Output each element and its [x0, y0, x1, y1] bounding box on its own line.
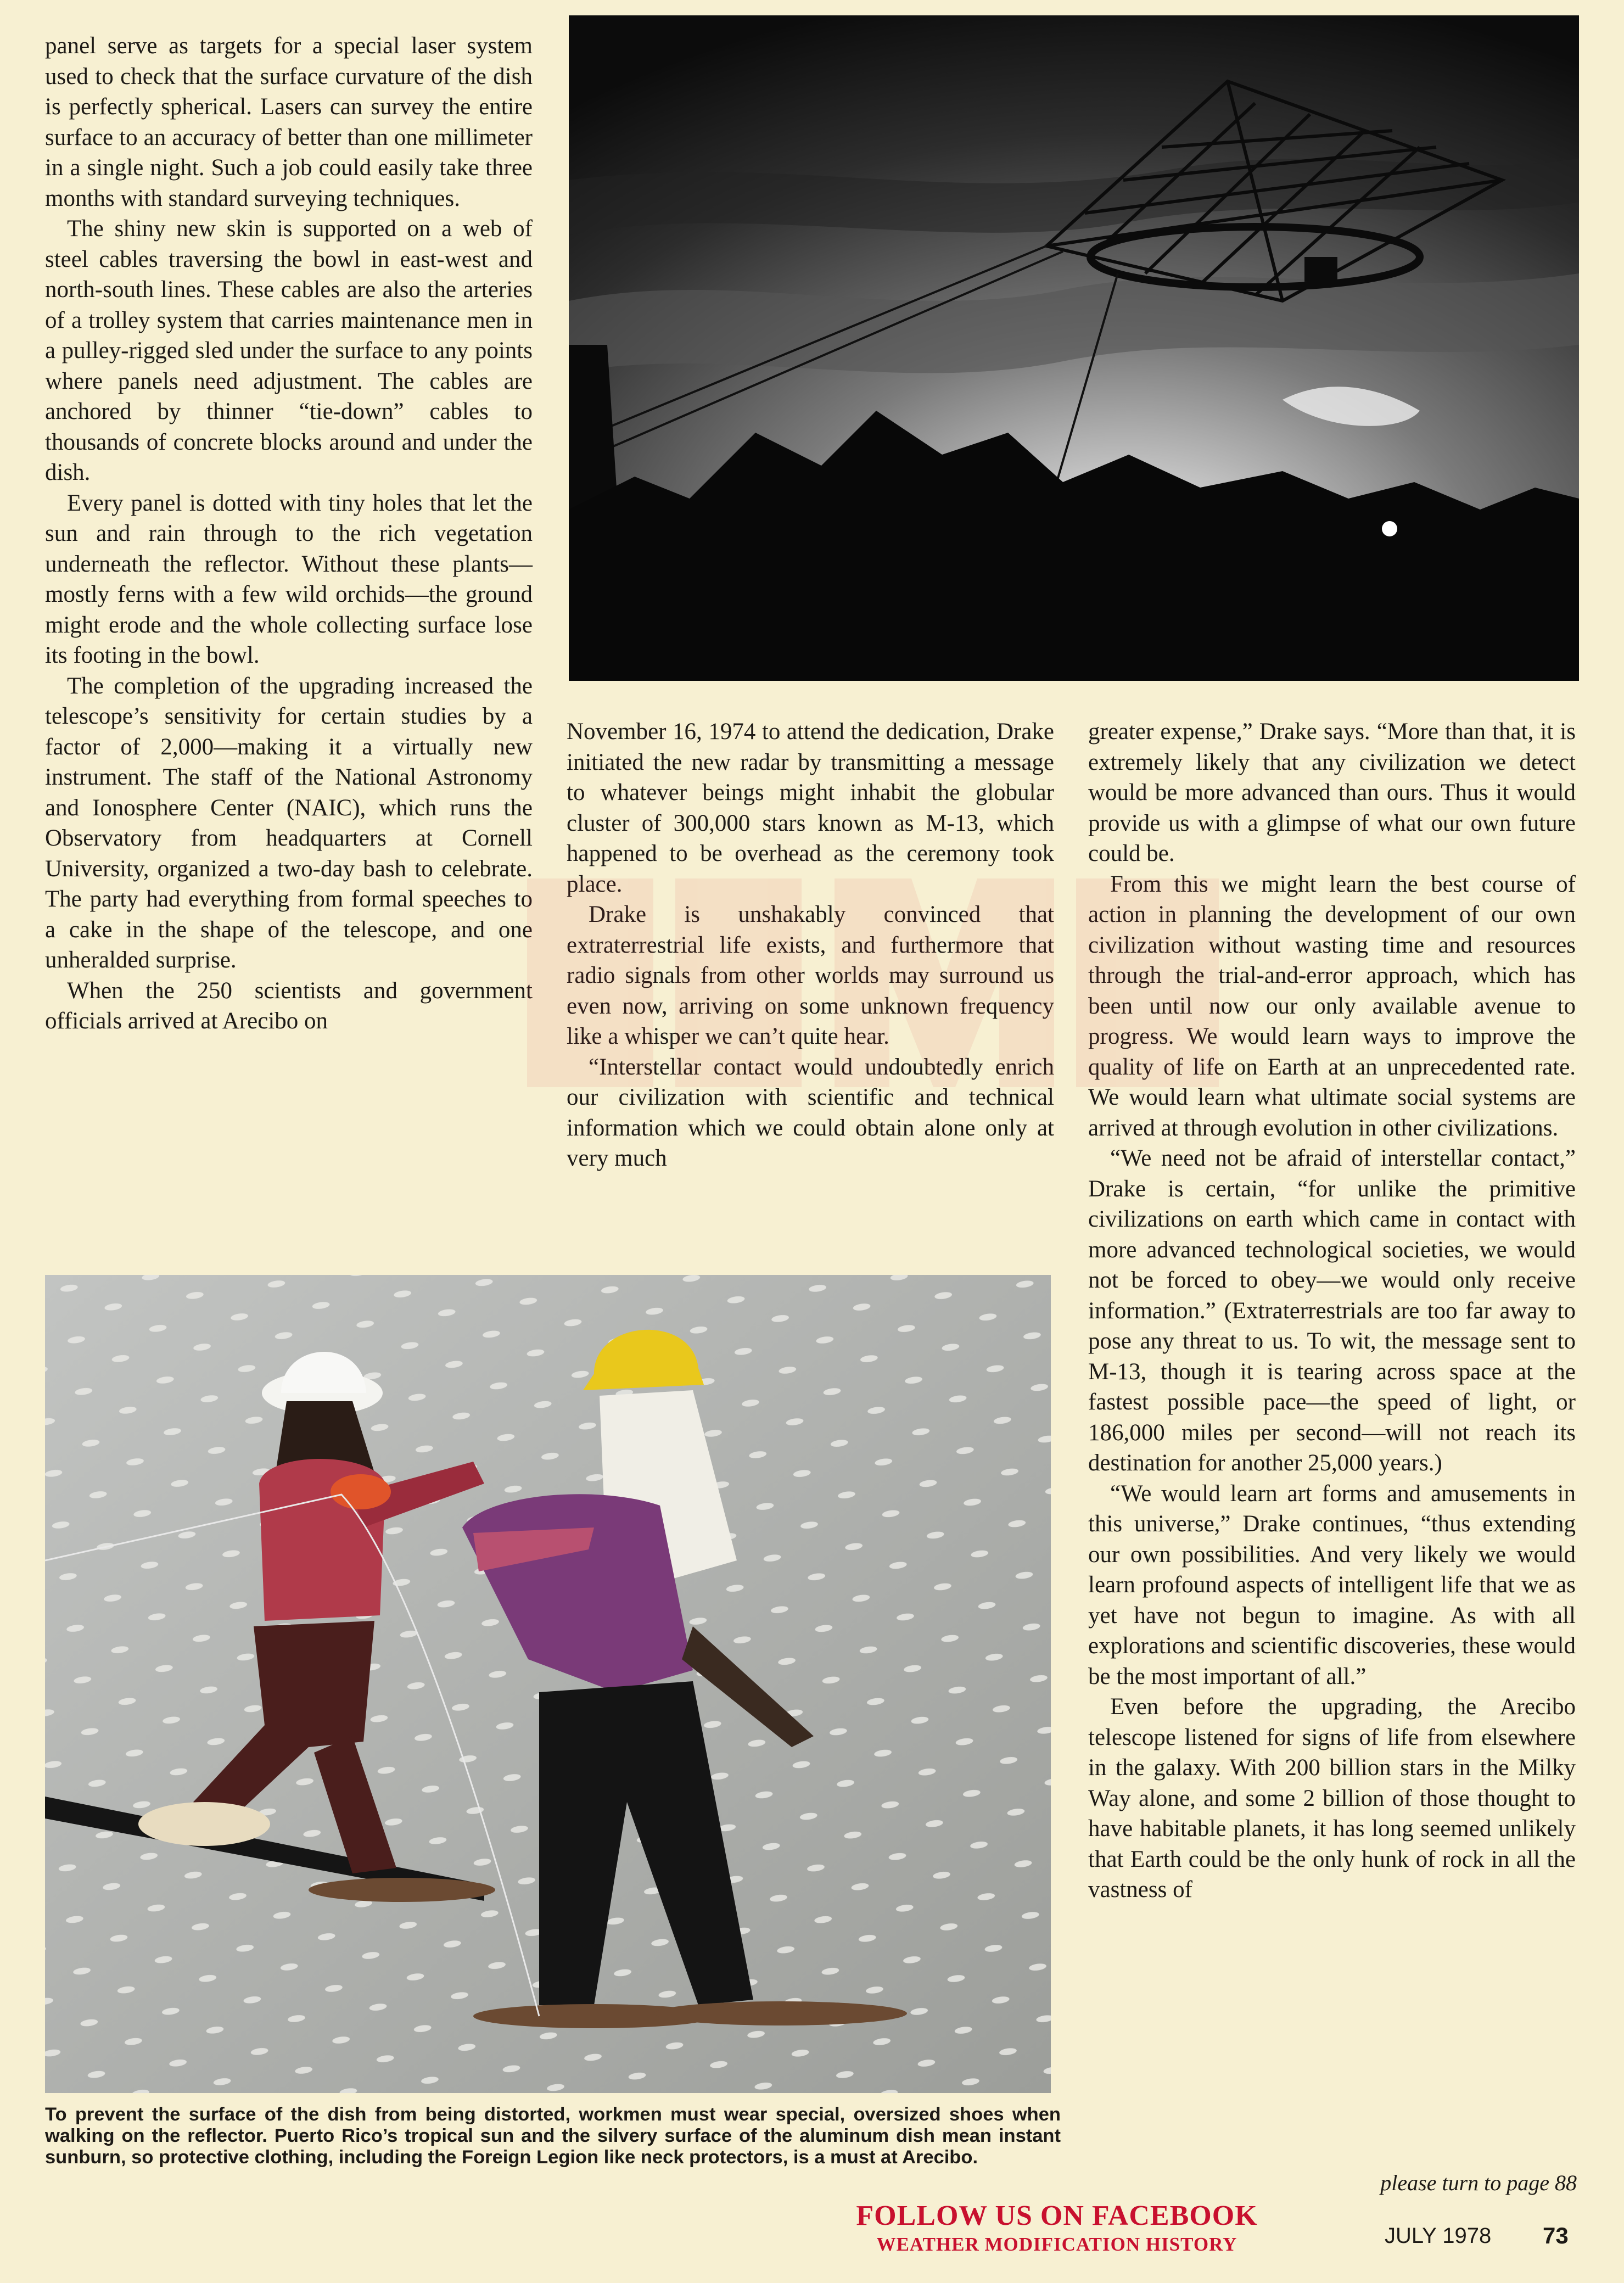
- article-column-2: [567, 717, 1054, 1174]
- paragraph: Every panel is dotted with tiny holes that let the sun and rain through to the rich vegetation underneath the reflector. Without these plants—mostly ferns with a few wild orchids—the ground might erode and the whole collecting surface lose its footing in the bowl.: [45, 490, 533, 668]
- article-column-1: [45, 31, 533, 1037]
- article-column-3: [1088, 717, 1576, 1905]
- continuation-note: please turn to page 88: [1380, 2170, 1577, 2195]
- paragraph: “We need not be afraid of interstellar contact,” Drake is certain, “for unlike the primitive civilizations on earth which came in contact with more advanced technological societies, we would not be forced to obey—we would only receive information.” (Extraterrestrials are too far away to pose any threat to us. To wit, the message sent to M-13, though it is tearing across space at the fastest possible pace—the speed of light, or 186,000 miles per second—will not reach its destination for another 25,000 years.): [1088, 1145, 1576, 1476]
- telescope-platform-photo: [569, 15, 1579, 681]
- workmen-on-reflector-photo: [45, 1275, 1051, 2093]
- paragraph: Drake is unshakably convinced that extraterrestrial life exists, and furthermore that radio signals from other worlds may surround us even now, arriving on some unknown frequency like a whisper we can’t quite hear.: [567, 902, 1054, 1049]
- paragraph: “Interstellar contact would undoubtedly enrich our civilization with scientific and technical information which we could obtain alone only at very much: [567, 1054, 1054, 1171]
- paragraph: greater expense,” Drake says. “More than that, it is extremely likely that any civilization we detect would be more advanced than ours. Thus it would provide us with a glimpse of what our own future could be.: [1088, 719, 1576, 866]
- paragraph: When the 250 scientists and government officials arrived at Arecibo on: [45, 977, 533, 1034]
- paragraph: November 16, 1974 to attend the dedication, Drake initiated the new radar by transmitting a message to whatever beings might inhabit the globular cluster of 300,000 stars known as M-13, which happened to be overhead as the ceremony took place.: [567, 719, 1054, 897]
- paragraph: From this we might learn the best course of action in planning the development of our own civilization without wasting time and resources through the trial-and-error approach, which has been until now our only available avenue to progress. We would learn ways to improve the quality of life on Earth at an unprecedented rate. We would learn what ultimate social systems are arrived at through evolution in other civilizations.: [1088, 871, 1576, 1141]
- photo-caption: To prevent the surface of the dish from being distorted, workmen must wear special, oversized shoes when walking on the reflector. Puerto Rico’s tropical sun and the silvery surface of the aluminum dish mean instant sunburn, so protective clothing, including the Foreign Legion like neck protectors, is a must at Arecibo.: [45, 2104, 1061, 2168]
- paragraph: The shiny new skin is supported on a web of steel cables traversing the bowl in east-west and north-south lines. These cables are also the arteries of a trolley system that carries maintenance men in a pulley-rigged sled under the surface to any points where panels need adjustment. The cables are anchored by thinner “tie-down” cables to thousands of concrete blocks around and under the dish.: [45, 216, 533, 485]
- page-number: 73: [1543, 2223, 1569, 2248]
- paragraph: The completion of the upgrading increased the telescope’s sensitivity for certain studies by a factor of 2,000—making it a virtually new instrument. The staff of the National Astronomy and Ionosphere Center (NAIC), which runs the Observatory from headquarters at Cornell University, organized a two-day bash to celebrate. The party had everything from formal speeches to a cake in the shape of the telescope, and one unheralded surprise.: [45, 673, 533, 973]
- issue-date: JULY 1978: [1385, 2224, 1492, 2248]
- paragraph: Even before the upgrading, the Arecibo telescope listened for signs of life from elsewhere in the galaxy. With 200 billion stars in the Milky Way alone, and some 2 billion of those thought to have habitable planets, it has long seemed unlikely that Earth could be the only hunk of rock in all the vastness of: [1088, 1694, 1576, 1902]
- paragraph: panel serve as targets for a special laser system used to check that the surface curvature of the dish is perfectly spherical. Lasers can survey the entire surface to an accuracy of better than one millimeter in a single night. Such a job could easily take three months with standard surveying techniques.: [45, 33, 533, 211]
- facebook-follow-subtitle: WEATHER MODIFICATION HISTORY: [876, 2234, 1237, 2255]
- paragraph: “We would learn art forms and amusements in this universe,” Drake continues, “thus extending our own possibilities. And very likely we would learn profound aspects of intelligent life that we as yet have not begun to imagine. As with all explorations and scientific discoveries, these would be the most important of all.”: [1088, 1480, 1576, 1689]
- facebook-follow-banner[interactable]: FOLLOW US ON FACEBOOK: [856, 2200, 1258, 2231]
